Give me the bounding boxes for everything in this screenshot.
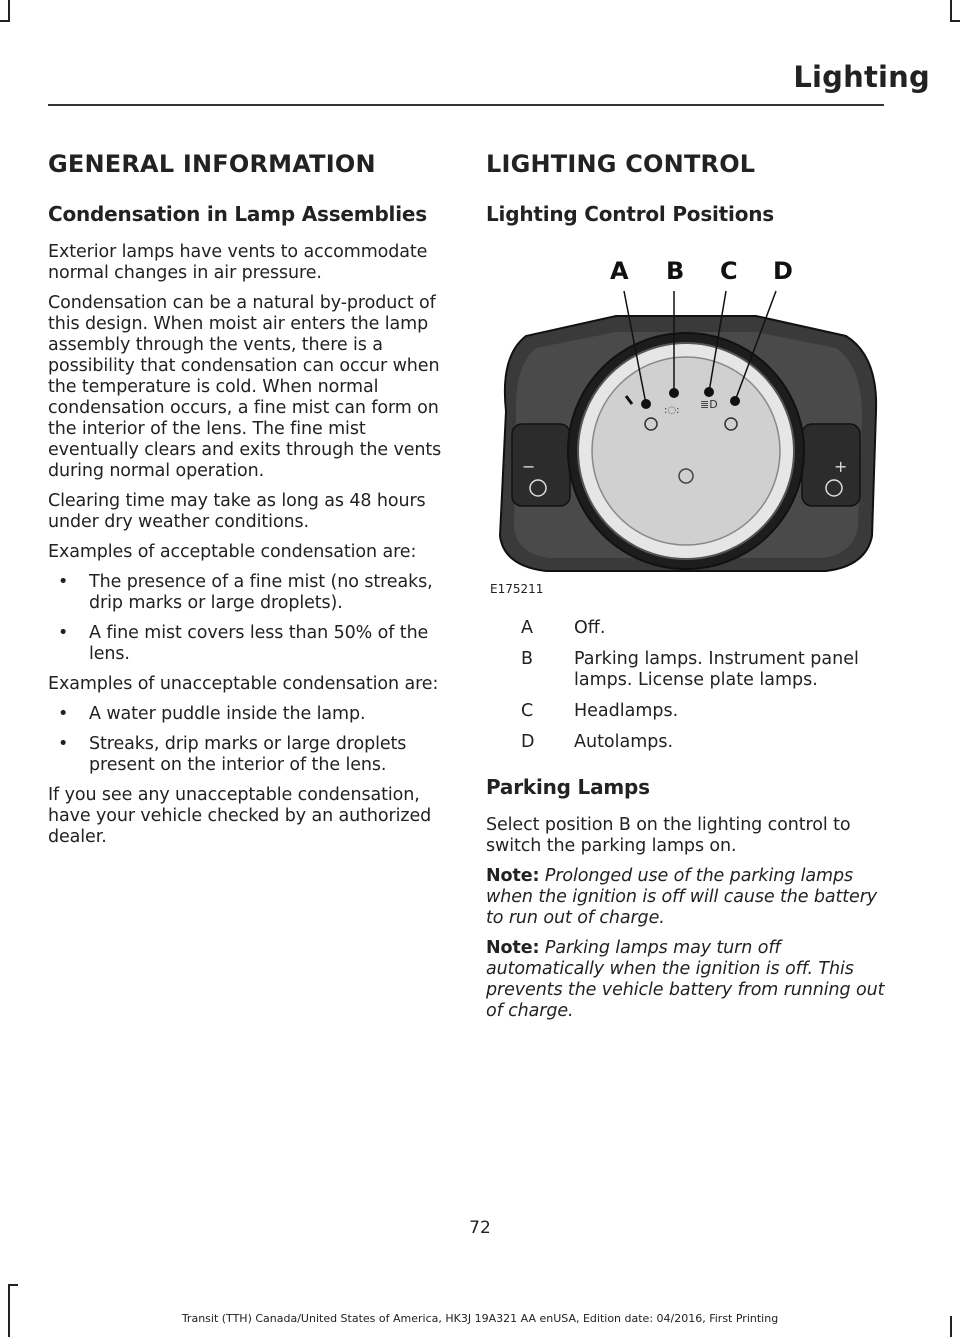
- plus-label: +: [834, 457, 848, 476]
- unacceptable-list: [48, 704, 448, 776]
- bullet: •: [58, 572, 69, 592]
- paragraph: Examples of unacceptable condensation are:: [48, 674, 439, 694]
- right-dimmer-button: [802, 424, 860, 506]
- callout-label-b: B: [666, 257, 685, 285]
- dial-knob: [592, 357, 780, 545]
- paragraph: Condensation can be a natural by-product of this design. When moist air enters the lamp assembly through the vents, there is a possibility that condensation can occur when the temperature is cold. When normal condensation occurs, a fine mist can form on the interior of the lens. The fine mist eventually clears and exits through the vents during normal operation.: [48, 293, 442, 481]
- figure-code: E175211: [490, 582, 544, 596]
- legend-row: [486, 618, 886, 639]
- page-number: 72: [469, 1218, 491, 1238]
- note-label: Note:: [486, 866, 540, 886]
- note-text: Parking lamps may turn off automatically when the ignition is off. This prevents the vehicle battery from running out of charge.: [486, 938, 885, 1021]
- lighting-control-figure: [486, 236, 884, 596]
- bullet: •: [58, 623, 69, 643]
- crop-mark: [8, 1284, 18, 1286]
- bullet: •: [58, 704, 69, 724]
- list-item-text: Streaks, drip marks or large droplets present on the interior of the lens.: [89, 734, 407, 775]
- crop-mark: [0, 20, 10, 22]
- list-item-text: A water puddle inside the lamp.: [89, 704, 366, 724]
- crop-mark: [950, 0, 952, 22]
- crop-mark: [8, 0, 10, 22]
- page-header-title: Lighting: [793, 60, 930, 94]
- legend-text: Headlamps.: [574, 701, 679, 721]
- list-item-text: The presence of a fine mist (no streaks, drip marks or large droplets).: [89, 572, 433, 613]
- list-item: [48, 623, 448, 665]
- paragraph: Examples of acceptable condensation are:: [48, 542, 417, 562]
- bullet: •: [58, 734, 69, 754]
- list-item: [48, 704, 448, 725]
- note-text: Prolonged use of the parking lamps when the ignition is off will cause the battery to run out of charge.: [486, 866, 878, 928]
- left-column: [48, 150, 448, 857]
- header-rule: [48, 104, 884, 106]
- legend-row: [486, 732, 886, 753]
- legend-key: B: [521, 649, 534, 669]
- paragraph: If you see any unacceptable condensation, have your vehicle checked by an authorized dealer.: [48, 785, 432, 847]
- note-paragraph: [486, 938, 886, 1022]
- section-heading: GENERAL INFORMATION: [48, 150, 376, 178]
- left-dimmer-button: [512, 424, 570, 506]
- crop-mark: [950, 20, 960, 22]
- paragraph: Clearing time may take as long as 48 hours under dry weather conditions.: [48, 491, 426, 532]
- lighting-control-switch-illustration: [486, 236, 884, 581]
- legend-key: C: [521, 701, 534, 721]
- callout-label-d: D: [773, 257, 793, 285]
- section-heading: LIGHTING CONTROL: [486, 150, 756, 178]
- list-item-text: A fine mist covers less than 50% of the lens.: [89, 623, 429, 664]
- minus-label: −: [522, 457, 536, 476]
- legend-key: D: [521, 732, 535, 752]
- legend-row: [486, 701, 886, 722]
- legend-text: Parking lamps. Instrument panel lamps. License plate lamps.: [574, 649, 859, 690]
- headlamps-icon: ≣D: [700, 398, 718, 411]
- subsection-heading: Lighting Control Positions: [486, 202, 774, 226]
- page-footer: Transit (TTH) Canada/United States of America, HK3J 19A321 AA enUSA, Edition date: 04/2016, First Printing: [181, 1312, 779, 1325]
- legend-row: [486, 649, 886, 691]
- legend-text: Autolamps.: [574, 732, 674, 752]
- note-label: Note:: [486, 938, 540, 958]
- crop-mark: [8, 1284, 10, 1337]
- acceptable-list: [48, 572, 448, 665]
- paragraph: Select position B on the lighting control to switch the parking lamps on.: [486, 815, 851, 856]
- parking-lamps-icon: :◌:: [664, 405, 680, 416]
- subsection-heading: Parking Lamps: [486, 775, 650, 799]
- paragraph: Exterior lamps have vents to accommodate normal changes in air pressure.: [48, 242, 428, 283]
- callout-label-a: A: [610, 257, 629, 285]
- right-column: [486, 150, 886, 1031]
- legend-key: A: [521, 618, 533, 638]
- legend-text: Off.: [574, 618, 606, 638]
- note-paragraph: [486, 866, 886, 929]
- callout-label-c: C: [720, 257, 738, 285]
- position-legend: [486, 618, 886, 753]
- subsection-heading: Condensation in Lamp Assemblies: [48, 202, 427, 226]
- list-item: [48, 572, 448, 614]
- list-item: [48, 734, 448, 776]
